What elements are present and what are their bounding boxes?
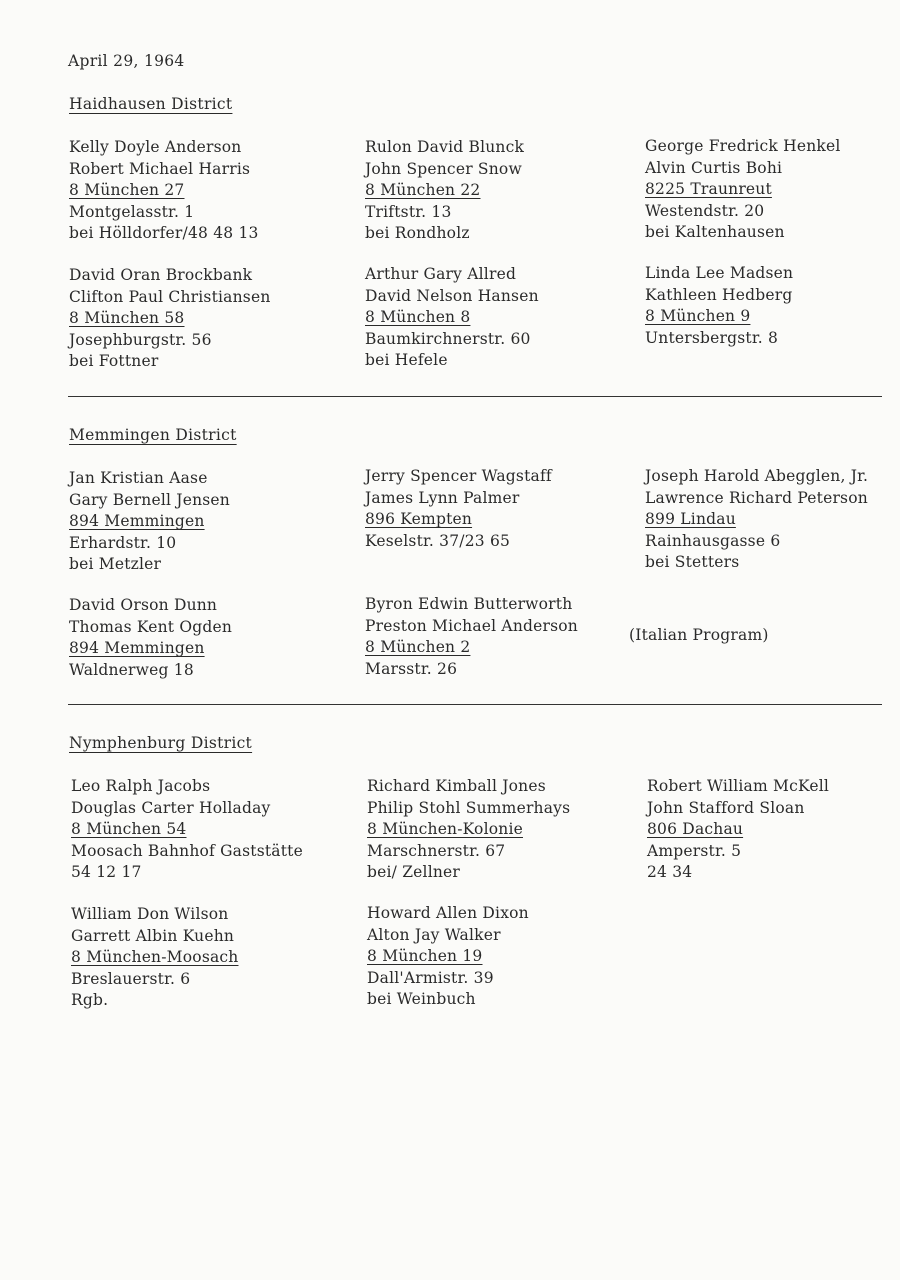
extra-line: bei/ Zellner [367,863,461,881]
address-entry [69,468,230,576]
city-line: 896 Kempten [365,510,473,528]
missionary-name: George Fredrick Henkel [645,137,841,155]
extra-line: bei Stetters [645,553,740,571]
street-line: Breslauerstr. 6 [71,969,191,988]
missionary-name: John Spencer Snow [365,159,522,178]
city-line: 8 München-Kolonie [367,820,523,838]
street-line: Marschnerstr. 67 [367,841,506,860]
street-line: Baumkirchnerstr. 60 [365,329,531,348]
district-title-nymphenburg: Nymphenburg District [69,734,253,752]
section-divider [68,704,882,705]
missionary-name: Robert William McKell [647,777,830,795]
city-line: 8 München 58 [69,309,185,327]
address-entry [365,594,578,680]
missionary-name: Thomas Kent Ogden [69,617,233,636]
missionary-name: Alvin Curtis Bohi [645,158,783,177]
address-entry [365,137,524,245]
address-entry [365,466,552,552]
missionary-name: Howard Allen Dixon [367,904,529,922]
address-entry [69,595,232,681]
city-line: 8 München-Moosach [71,948,239,966]
street-line: Westendstr. 20 [645,201,765,220]
missionary-name: Douglas Carter Holladay [71,798,271,817]
missionary-name: Arthur Gary Allred [365,265,517,283]
missionary-name: James Lynn Palmer [365,488,520,507]
city-line: 8 München 27 [69,181,185,199]
extra-line: bei Fottner [69,352,159,370]
missionary-name: Jerry Spencer Wagstaff [365,467,552,485]
missionary-name: Linda Lee Madsen [645,264,794,282]
missionary-name: Kathleen Hedberg [645,285,793,304]
district-title-haidhausen: Haidhausen District [69,95,233,113]
street-line: Waldnerweg 18 [69,660,194,679]
address-entry [645,136,841,244]
city-line: 8 München 9 [645,307,751,325]
missionary-name: Lawrence Richard Peterson [645,488,868,507]
city-line: 899 Lindau [645,510,736,528]
street-line: Josephburgstr. 56 [69,330,212,349]
city-line: 8 München 22 [365,181,481,199]
missionary-name: William Don Wilson [71,905,229,923]
missionary-name: Rulon David Blunck [365,138,525,156]
missionary-name: Philip Stohl Summerhays [367,798,571,817]
extra-line: bei Rondholz [365,224,470,242]
street-line: Rainhausgasse 6 [645,531,781,550]
extra-line: bei Weinbuch [367,990,476,1008]
street-line: Triftstr. 13 [365,202,452,221]
district-title-memmingen: Memmingen District [69,426,237,444]
missionary-name: David Orson Dunn [69,596,218,614]
document-date: April 29, 1964 [68,52,185,70]
missionary-name: Preston Michael Anderson [365,616,578,635]
address-entry [367,776,570,884]
city-line: 8225 Traunreut [645,180,772,198]
missionary-name: Alton Jay Walker [367,925,501,944]
address-entry [647,776,829,884]
missionary-name: Kelly Doyle Anderson [69,138,242,156]
street-line: Erhardstr. 10 [69,533,177,552]
city-line: 894 Memmingen [69,512,205,530]
program-note: (Italian Program) [629,626,769,644]
address-entry [645,263,793,349]
missionary-name: Joseph Harold Abegglen, Jr. [645,467,869,485]
extra-line: Rgb. [71,991,109,1009]
city-line: 8 München 2 [365,638,471,656]
street-line: Amperstr. 5 [647,841,742,860]
missionary-name: Leo Ralph Jacobs [71,777,211,795]
missionary-name: Robert Michael Harris [69,159,251,178]
address-entry [69,265,271,373]
street-line: Keselstr. 37/23 65 [365,531,511,550]
city-line: 8 München 8 [365,308,471,326]
address-entry [71,904,242,1012]
extra-line: bei Metzler [69,555,162,573]
address-entry [71,776,303,884]
address-entry [365,264,539,372]
extra-line: 54 12 17 [71,863,142,881]
section-divider [68,396,882,397]
extra-line: bei Kaltenhausen [645,223,785,241]
address-entry [69,137,259,245]
street-line: Montgelasstr. 1 [69,202,195,221]
address-entry [645,466,868,574]
missionary-name: Clifton Paul Christiansen [69,287,271,306]
street-line: Dall'Armistr. 39 [367,968,494,987]
extra-line: 24 34 [647,863,693,881]
extra-line: bei Hefele [365,351,448,369]
street-line: Untersbergstr. 8 [645,328,779,347]
missionary-name: David Nelson Hansen [365,286,539,305]
missionary-name: Richard Kimball Jones [367,777,546,795]
city-line: 806 Dachau [647,820,744,838]
missionary-name: Byron Edwin Butterworth [365,595,573,613]
street-line: Moosach Bahnhof Gaststätte [71,841,303,860]
city-line: 8 München 54 [71,820,187,838]
missionary-name: Garrett Albin Kuehn [71,926,235,945]
missionary-name: Gary Bernell Jensen [69,490,230,509]
missionary-name: David Oran Brockbank [69,266,253,284]
street-line: Marsstr. 26 [365,659,458,678]
address-entry [367,903,529,1011]
missionary-name: Jan Kristian Aase [69,469,208,487]
city-line: 8 München 19 [367,947,483,965]
missionary-name: John Stafford Sloan [647,798,805,817]
city-line: 894 Memmingen [69,639,205,657]
extra-line: bei Hölldorfer/48 48 13 [69,224,259,242]
